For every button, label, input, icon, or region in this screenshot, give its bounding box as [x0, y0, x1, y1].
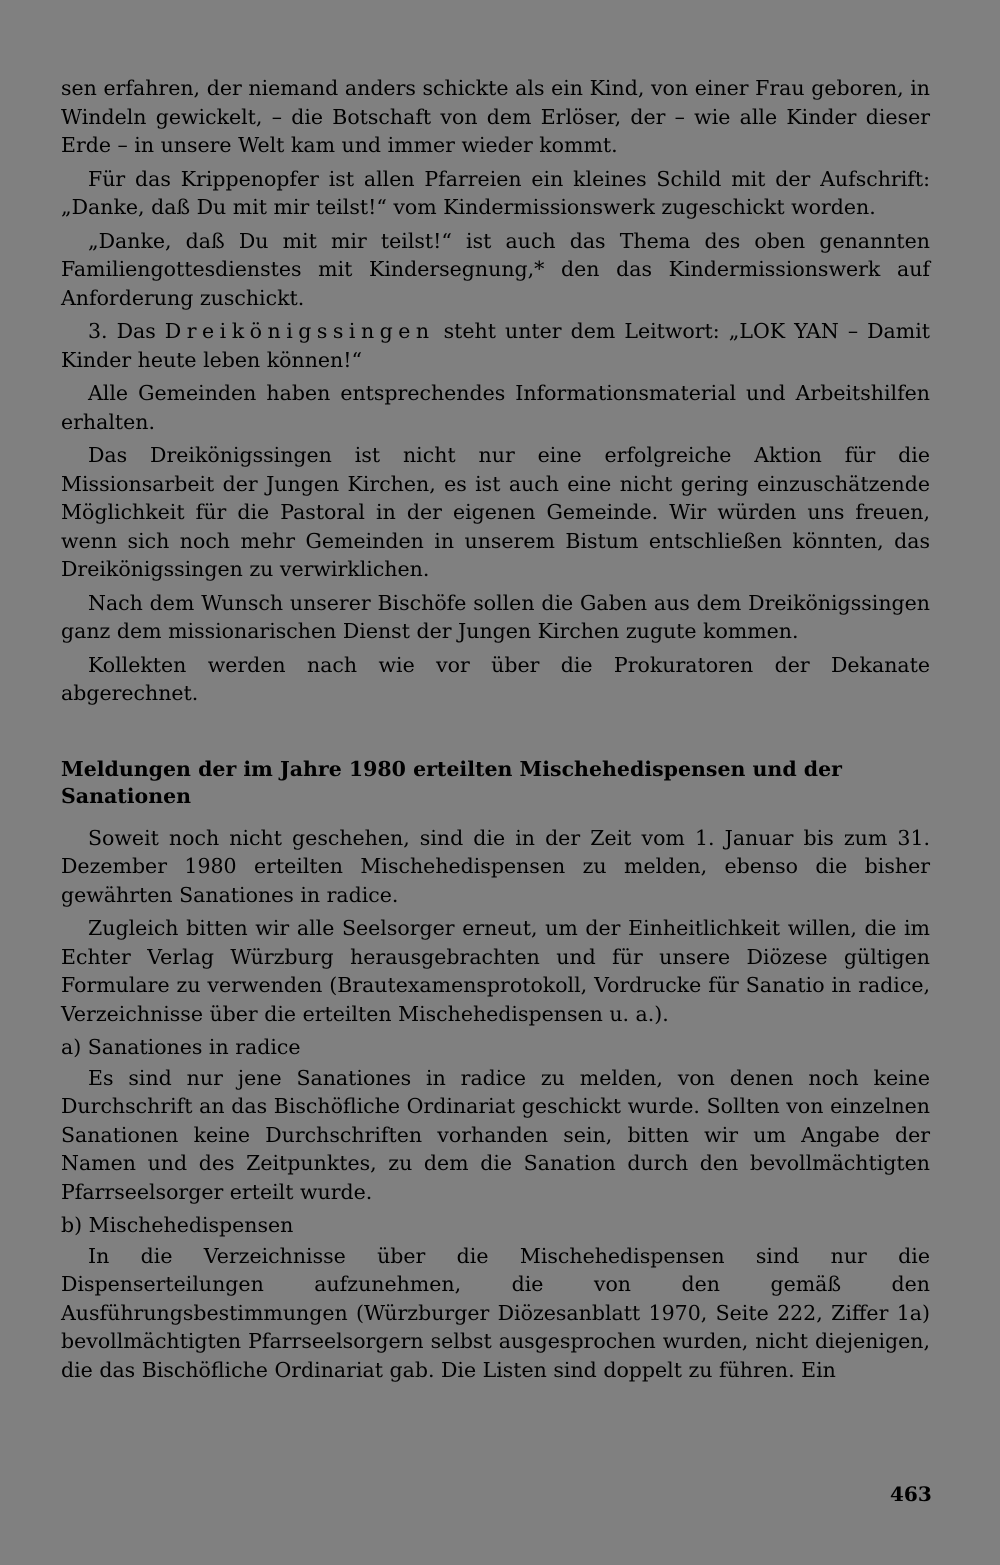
- paragraph-thema: „Danke, daß Du mit mir teilst!“ ist auch das Thema des oben genannten Familiengottesdienstes mit Kindersegnung,* den das Kindermissionswerk auf Anforderung zuschickt.: [61, 228, 930, 310]
- paragraph-missionsarbeit: Das Dreikönigssingen ist nicht nur eine erfolgreiche Aktion für die Missionsarbeit der Jungen Kirchen, es ist auch eine nicht gering einzuschätzende Möglichkeit für die Pastoral in der eigenen Gemeinde. Wir würden uns freuen, wenn sich noch mehr Gemeinden in unserem Bistum entschließen könnten, das Dreikönigssingen zu verwirklichen.: [61, 443, 930, 581]
- paragraph-suffix: steht unter dem Leitwort: „LOK YAN – Damit Kinder heute leben können!“: [61, 319, 930, 372]
- section-heading: Meldungen der im Jahre 1980 erteilten Mischehedispensen und der Sanationen: [61, 756, 842, 808]
- paragraph-prefix: 3. Das: [88, 319, 165, 343]
- paragraph-dreikoenigssingen-leitwort: [61, 317, 930, 374]
- subheading-mischehedispensen: b) Mischehedispensen: [61, 1213, 294, 1237]
- paragraph-krippenopfer: Für das Krippenopfer ist allen Pfarreien ein kleines Schild mit der Aufschrift: „Danke, daß Du mit mir teilst!“ vom Kindermissionswerk zugeschickt worden.: [61, 166, 930, 219]
- paragraph-continuation: sen erfahren, der niemand anders schickte als ein Kind, von einer Frau geboren, in Windeln gewickelt, – die Botschaft von dem Erlöser, der – wie alle Kinder dieser Erde – in unsere Welt kam und immer wieder kommt.: [61, 76, 930, 157]
- paragraph-gaben: Nach dem Wunsch unserer Bischöfe sollen die Gaben aus dem Dreikönigssingen ganz dem missionarischen Dienst der Jungen Kirchen zugute kommen.: [61, 590, 930, 643]
- subheading-sanationes: a) Sanationes in radice: [61, 1035, 301, 1059]
- page-number: 463: [890, 1482, 932, 1506]
- paragraph-informationsmaterial: Alle Gemeinden haben entsprechendes Informationsmaterial und Arbeitshilfen erhalten.: [61, 381, 930, 434]
- spaced-term: Dreikönigssingen: [164, 319, 435, 343]
- paragraph-formulare: Zugleich bitten wir alle Seelsorger erneut, um der Einheitlichkeit willen, die im Echter Verlag Würzburg herausgebrachten und für unsere Diözese gültigen Formulare zu verwenden (Brautexamensprotokoll, Vordrucke für Sanatio in radice, Verzeichnisse über die erteilten Mischehedispensen u. a.).: [61, 916, 930, 1026]
- paragraph-meldung: Soweit noch nicht geschehen, sind die in der Zeit vom 1. Januar bis zum 31. Dezember 1980 erteilten Mischehedispensen zu melden, ebenso die bisher gewährten Sanationes in radice.: [61, 825, 930, 907]
- paragraph-sanationes: Es sind nur jene Sanationes in radice zu melden, von denen noch keine Durchschrift an das Bischöfliche Ordinariat geschickt wurde. Sollten von einzelnen Sanationen keine Durchschriften vorhanden sein, bitten wir um Angabe der Namen und des Zeitpunktes, zu dem die Sanation durch den bevollmächtigten Pfarrseelsorger erteilt wurde.: [61, 1065, 930, 1204]
- paragraph-mischehedispensen: In die Verzeichnisse über die Mischehedispensen sind nur die Dispenserteilungen aufzunehmen, die von den gemäß den Ausführungsbestimmungen (Würzburger Diözesanblatt 1970, Seite 222, Ziffer 1a) bevollmächtigten Pfarrseelsorgern selbst ausgesprochen wurden, nicht diejenigen, die das Bischöfliche Ordinariat gab. Die Listen sind doppelt zu führen. Ein: [61, 1243, 930, 1382]
- paragraph-kollekten: Kollekten werden nach wie vor über die Prokuratoren der Dekanate abgerechnet.: [61, 652, 930, 705]
- document-page: [61, 74, 930, 1389]
